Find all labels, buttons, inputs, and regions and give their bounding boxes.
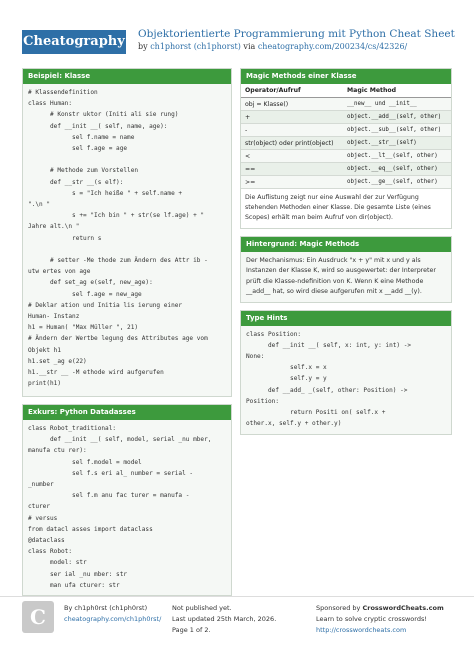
section-hintergrund (240, 236, 452, 303)
section-title: Exkurs: Python Datadasses (23, 405, 231, 420)
section-title: Type Hints (241, 311, 451, 326)
cell-call: str(object) oder print(object) (241, 137, 343, 150)
footer-author (64, 603, 164, 625)
sponsor-tagline: Learn to solve cryptic crosswords! (316, 615, 427, 623)
section-exkurs-dataclasses (22, 404, 232, 596)
table-row (241, 98, 451, 111)
cell-method: object.__ge__(self, other) (343, 176, 451, 189)
page-header (0, 0, 474, 62)
footer-published: Not published yet. (172, 604, 232, 612)
cell-call: == (241, 163, 343, 176)
right-column (240, 68, 452, 442)
cell-call: - (241, 124, 343, 137)
section-text: Der Mechanismus: Ein Ausdruck "x + y" mit x und y als Instanzen der Klasse K, wird so ausgewertet: der Interpreter prüft die Klasse-ndefinition von K. Wenn K eine Methode __add__ hat, so wird diese aufgerufen mit x __add __(y). (246, 256, 436, 296)
sponsor-line (316, 603, 466, 614)
sponsor-name[interactable]: CrosswordCheats.com (362, 604, 444, 612)
table-row (241, 163, 451, 176)
table-row (241, 137, 451, 150)
page-footer (0, 596, 474, 670)
section-beispiel-klasse (22, 68, 232, 397)
cell-method: object.__lt__(self, other) (343, 150, 451, 163)
byline-prefix: by (138, 42, 151, 51)
column-header-method: Magic Method (343, 84, 451, 98)
sponsor-link[interactable]: http://crosswordcheats.com (316, 626, 407, 634)
code-block: # Klassendefinition class Human: # Konstr uktor (Initi ali sie rung) def __init __( self, name, age): sel f.name = name sel f.age = age # Methode zum Vorstellen def __str __(s elf): s = "Ich heiße " + self.name + ".\n " s += "Ich bin " + str(se lf.age) + " Jahre alt.\n " return s # setter -Me thode zum Ändern des Attr ib - utw ertes von age def set_ag e(self, new_age): sel f.age = new_age # Deklar ation und Initia lis ierung einer Human- Instanz h1 = Human( "Max Müller ", 21) # Ändern der Wertbe legung des Attributes age vom Objekt h1 h1.set _ag e(22) h1.__str __ -M ethode wird aufgerufen print(h1) (28, 89, 208, 388)
cell-method: __new__ und __init__ (343, 98, 451, 111)
code-block: class Robot_traditional: def __init __( self, model, serial _nu mber, manufa ctu rer): sel f.model = model sel f.s eri al_ number = serial - _number sel f.m anu fac turer = manufa - cturer # versus from datacl asses import dataclass @dataclass class Robot: model: str ser ial _nu mber: str man ufa cturer: str (28, 425, 212, 589)
code-block: class Position: def __init __( self, x: int, y: int) -> None: self.x = x self.y = y def __add_ _(self, other: Position) -> Position: return Positi on( self.x + other.x, self.y + other.y) (246, 330, 412, 428)
column-header-call: Operator/Aufruf (241, 84, 343, 98)
byline (138, 42, 468, 51)
footer-meta (172, 603, 302, 636)
author-link[interactable]: ch1phorst (ch1phorst) (150, 42, 241, 51)
cell-method: object.__sub__(self, other) (343, 124, 451, 137)
section-type-hints (240, 310, 452, 435)
byline-via: via (240, 42, 258, 51)
cheatography-c-logo: C (22, 601, 54, 633)
section-title: Magic Methods einer Klasse (241, 69, 451, 84)
magic-methods-table (241, 84, 451, 189)
sheet-url-link[interactable]: cheatography.com/200234/cs/42326/ (257, 42, 408, 51)
table-note: Die Auflistung zeigt nur eine Auswahl der zur Verfügung stehenden Methoden einer Klasse. Die gesamte Liste (eines Scopes) erhält man beim Aufruf von dir(object). (241, 189, 451, 228)
cheatography-logo[interactable]: Cheatography (22, 30, 126, 54)
cell-call: + (241, 111, 343, 124)
table-header-row (241, 84, 451, 98)
table-row (241, 111, 451, 124)
section-magic-methods (240, 68, 452, 229)
cell-method: object.__add__(self, other) (343, 111, 451, 124)
sponsor-prefix: Sponsored by (316, 604, 363, 612)
table-row (241, 150, 451, 163)
cell-call: < (241, 150, 343, 163)
table-row (241, 176, 451, 189)
section-title: Hintergrund: Magic Methods (241, 237, 451, 252)
cell-method: object.__eq__(self, other) (343, 163, 451, 176)
left-column (22, 68, 232, 603)
cell-call: >= (241, 176, 343, 189)
section-title: Beispiel: Klasse (23, 69, 231, 84)
table-row (241, 124, 451, 137)
cell-method: object.__str__(self) (343, 137, 451, 150)
footer-author-name: By ch1ph0rst (ch1ph0rst) (64, 604, 148, 612)
footer-updated: Last updated 25th March, 2026. (172, 615, 277, 623)
footer-author-link[interactable]: cheatography.com/ch1ph0rst/ (64, 615, 162, 623)
footer-sponsor (316, 603, 466, 636)
cell-call: obj = Klasse() (241, 98, 343, 111)
page-title: Objektorientierte Programmierung mit Python Cheat Sheet (138, 28, 455, 40)
footer-page-number: Page 1 of 2. (172, 626, 211, 634)
